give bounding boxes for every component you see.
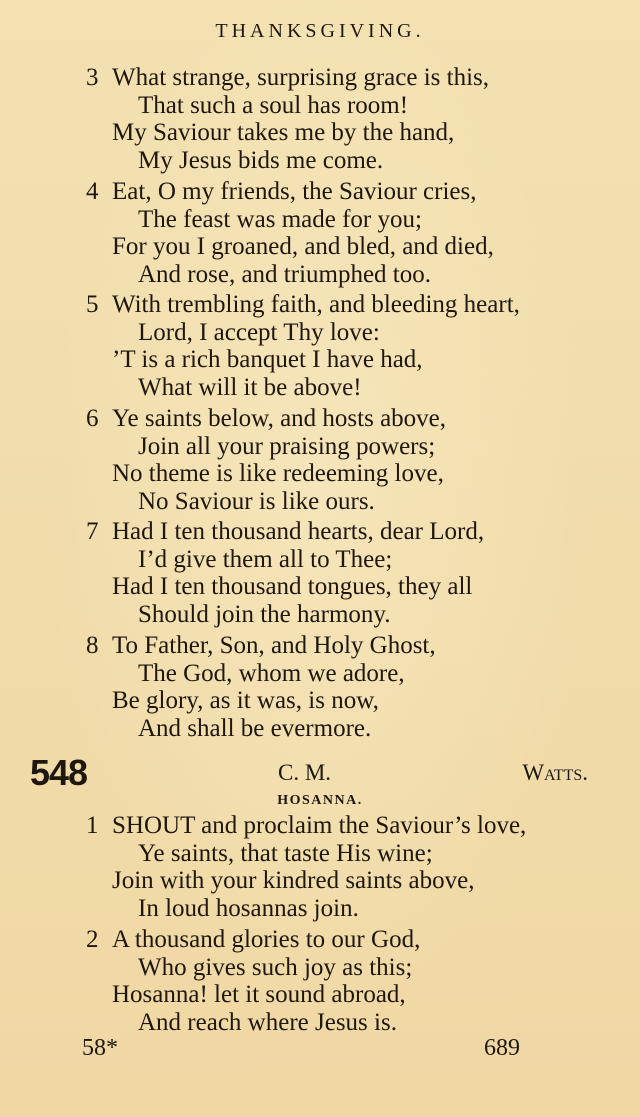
hymn-author: Watts. <box>522 760 588 785</box>
hymn-line: I’d give them all to Thee; <box>138 545 393 573</box>
hymn-line: Had I ten thousand tongues, they all <box>112 573 473 601</box>
hymn-meter: C. M. <box>278 760 332 785</box>
hymn-line: Lord, I accept Thy love: <box>138 318 380 346</box>
hymn-line: Ye saints below, and hosts above, <box>112 405 447 432</box>
hymn-line: And shall be evermore. <box>138 714 372 742</box>
hymn-line: The God, whom we adore, <box>138 659 405 687</box>
hymn-line: My Jesus bids me come. <box>138 146 384 174</box>
stanza-number: 7 <box>86 518 99 545</box>
hymn-line: For you I groaned, and bled, and died, <box>112 233 494 261</box>
hymn-line: That such a soul has room! <box>138 91 409 119</box>
hymn-line: No theme is like redeeming love, <box>112 460 444 488</box>
hymn-line: Had I ten thousand hearts, dear Lord, <box>112 518 485 545</box>
running-head: THANKSGIVING. <box>215 20 425 42</box>
hymn-line: With trembling faith, and bleeding heart, <box>112 291 520 318</box>
hymn-line: My Saviour takes me by the hand, <box>112 119 455 147</box>
hymn-line: Join with your kindred saints above, <box>112 867 475 895</box>
hymn-line: No Saviour is like ours. <box>138 487 375 515</box>
stanza-number: 4 <box>86 178 99 205</box>
stanza-number: 6 <box>86 405 99 432</box>
stanza-number: 1 <box>86 812 99 839</box>
hymn-line: Should join the harmony. <box>138 600 391 628</box>
hymn-line: The feast was made for you; <box>138 205 422 233</box>
hymn-line: In loud hosannas join. <box>138 894 359 922</box>
hymn-line: Ye saints, that taste His wine; <box>138 839 433 867</box>
stanza-number: 3 <box>86 64 99 91</box>
hymn-line: And reach where Jesus is. <box>138 1008 397 1036</box>
hymn-line: Hosanna! let it sound abroad, <box>112 981 406 1009</box>
hymn-line: What strange, surprising grace is this, <box>112 64 489 91</box>
hymn-line: Eat, O my friends, the Saviour cries, <box>112 178 477 205</box>
hymn-line: Join all your praising powers; <box>138 432 436 460</box>
hymn-line: And rose, and triumphed too. <box>138 260 432 288</box>
stanza-number: 2 <box>86 926 99 953</box>
hymn-line: A thousand glories to our God, <box>112 926 421 953</box>
stanza-number: 5 <box>86 291 99 318</box>
hymn-number: 548 <box>30 752 88 793</box>
hymn-line: To Father, Son, and Holy Ghost, <box>112 632 436 659</box>
stanza-number: 8 <box>86 632 99 659</box>
hymn-title: HOSANNA. <box>277 793 363 808</box>
hymn-line: What will it be above! <box>138 373 362 401</box>
page-number: 689 <box>484 1035 520 1061</box>
hymn-line: SHOUT and proclaim the Saviour’s love, <box>112 812 527 839</box>
signature-mark: 58* <box>82 1035 118 1061</box>
hymn-line: ’T is a rich banquet I have had, <box>112 346 423 374</box>
hymn-line: Be glory, as it was, is now, <box>112 687 379 715</box>
hymn-line: Who gives such joy as this; <box>138 953 413 981</box>
